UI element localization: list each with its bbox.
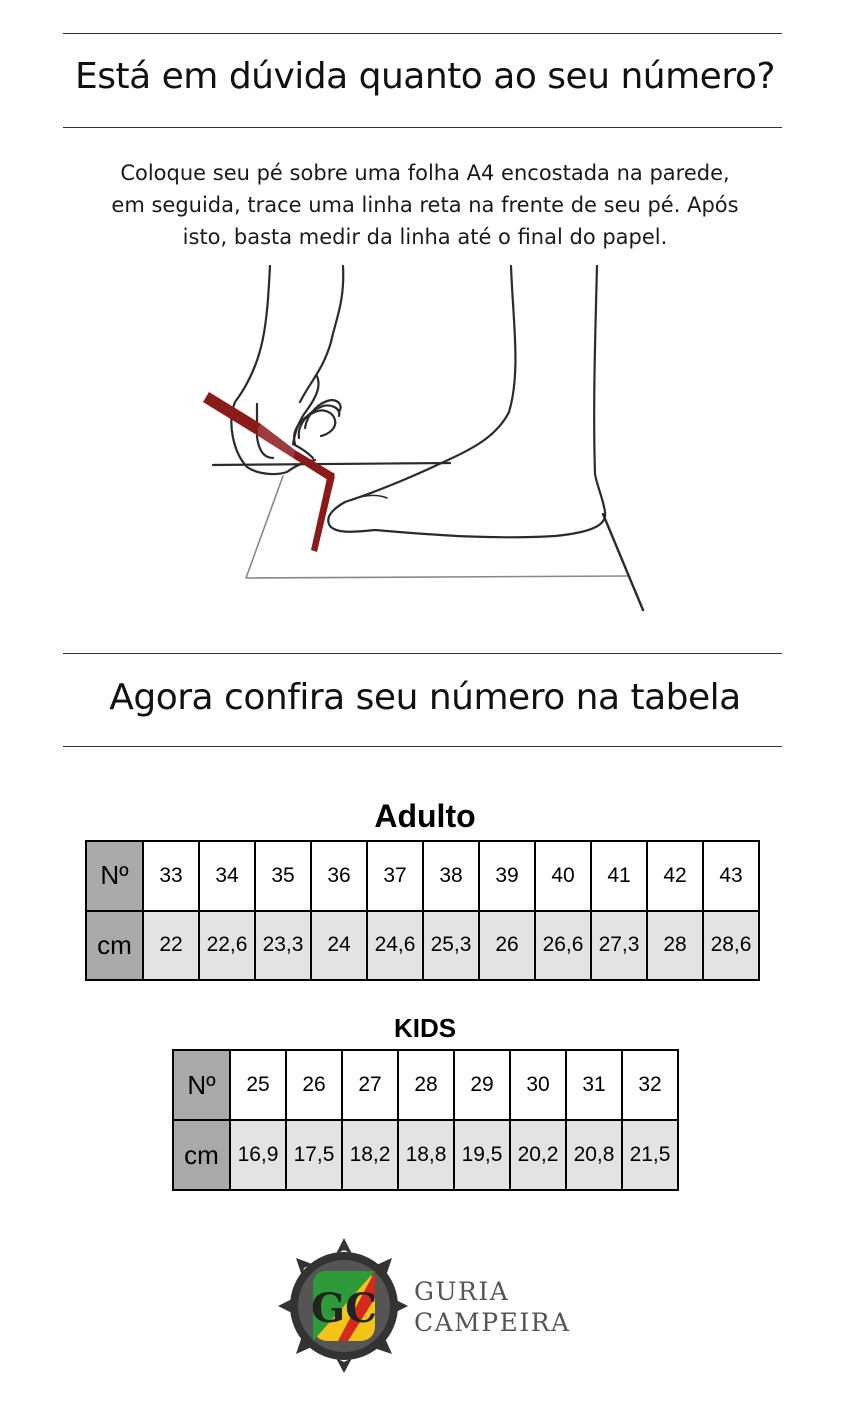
size-cell: 38 — [423, 841, 479, 911]
size-cell: 34 — [199, 841, 255, 911]
size-number-row — [86, 841, 759, 911]
cm-cell: 17,5 — [286, 1120, 342, 1190]
cm-cell: 21,5 — [622, 1120, 678, 1190]
size-cell: 29 — [454, 1050, 510, 1120]
measuring-instructions — [85, 157, 765, 253]
row-label-number: Nº — [86, 841, 143, 911]
cm-cell: 20,8 — [566, 1120, 622, 1190]
cm-cell: 18,8 — [398, 1120, 454, 1190]
size-cell: 33 — [143, 841, 199, 911]
size-cell: 28 — [398, 1050, 454, 1120]
row-label-cm: cm — [173, 1120, 230, 1190]
cm-cell: 28 — [647, 911, 703, 981]
cm-cell: 26,6 — [535, 911, 591, 981]
size-cell: 31 — [566, 1050, 622, 1120]
top-divider — [63, 33, 782, 34]
size-cell: 37 — [367, 841, 423, 911]
guria-campeira-logo — [278, 1238, 408, 1373]
row-label-cm: cm — [86, 911, 143, 981]
cm-cell: 23,3 — [255, 911, 311, 981]
size-cell: 36 — [311, 841, 367, 911]
size-cm-row — [86, 911, 759, 981]
brand-name-line2: CAMPEIRA — [414, 1308, 571, 1337]
cm-cell: 16,9 — [230, 1120, 286, 1190]
kids-table-title: KIDS — [393, 1013, 457, 1043]
cm-cell: 24 — [311, 911, 367, 981]
kids-size-table — [172, 1049, 679, 1191]
size-cell: 32 — [622, 1050, 678, 1120]
size-cell: 41 — [591, 841, 647, 911]
brand-name-line1: GURIA — [414, 1277, 510, 1306]
section-divider-bottom — [63, 746, 782, 747]
page-title: Está em dúvida quanto ao seu número? — [75, 56, 775, 97]
size-cell: 43 — [703, 841, 759, 911]
size-cell: 39 — [479, 841, 535, 911]
row-label-number: Nº — [173, 1050, 230, 1120]
cm-cell: 22 — [143, 911, 199, 981]
adult-table-title: Adulto — [374, 798, 476, 834]
cm-cell: 20,2 — [510, 1120, 566, 1190]
instruction-line: em seguida, trace uma linha reta na frente de seu pé. Após — [111, 193, 739, 217]
size-cell: 25 — [230, 1050, 286, 1120]
size-cell: 27 — [342, 1050, 398, 1120]
size-cm-row — [173, 1120, 678, 1190]
instruction-line: Coloque seu pé sobre uma folha A4 encostada na parede, — [120, 161, 730, 185]
cm-cell: 19,5 — [454, 1120, 510, 1190]
size-cell: 30 — [510, 1050, 566, 1120]
title-divider — [63, 127, 782, 128]
adult-size-table — [85, 840, 760, 981]
cm-cell: 25,3 — [423, 911, 479, 981]
cm-cell: 22,6 — [199, 911, 255, 981]
size-cell: 42 — [647, 841, 703, 911]
instruction-line: isto, basta medir da linha até o final do papel. — [182, 225, 668, 249]
size-cell: 26 — [286, 1050, 342, 1120]
foot-measurement-illustration — [195, 262, 655, 622]
logo-monogram: GC — [311, 1285, 377, 1332]
size-number-row — [173, 1050, 678, 1120]
size-cell: 35 — [255, 841, 311, 911]
section-title: Agora confira seu número na tabela — [109, 677, 741, 718]
size-cell: 40 — [535, 841, 591, 911]
cm-cell: 24,6 — [367, 911, 423, 981]
cm-cell: 28,6 — [703, 911, 759, 981]
section-divider — [63, 653, 782, 654]
cm-cell: 26 — [479, 911, 535, 981]
cm-cell: 18,2 — [342, 1120, 398, 1190]
cm-cell: 27,3 — [591, 911, 647, 981]
